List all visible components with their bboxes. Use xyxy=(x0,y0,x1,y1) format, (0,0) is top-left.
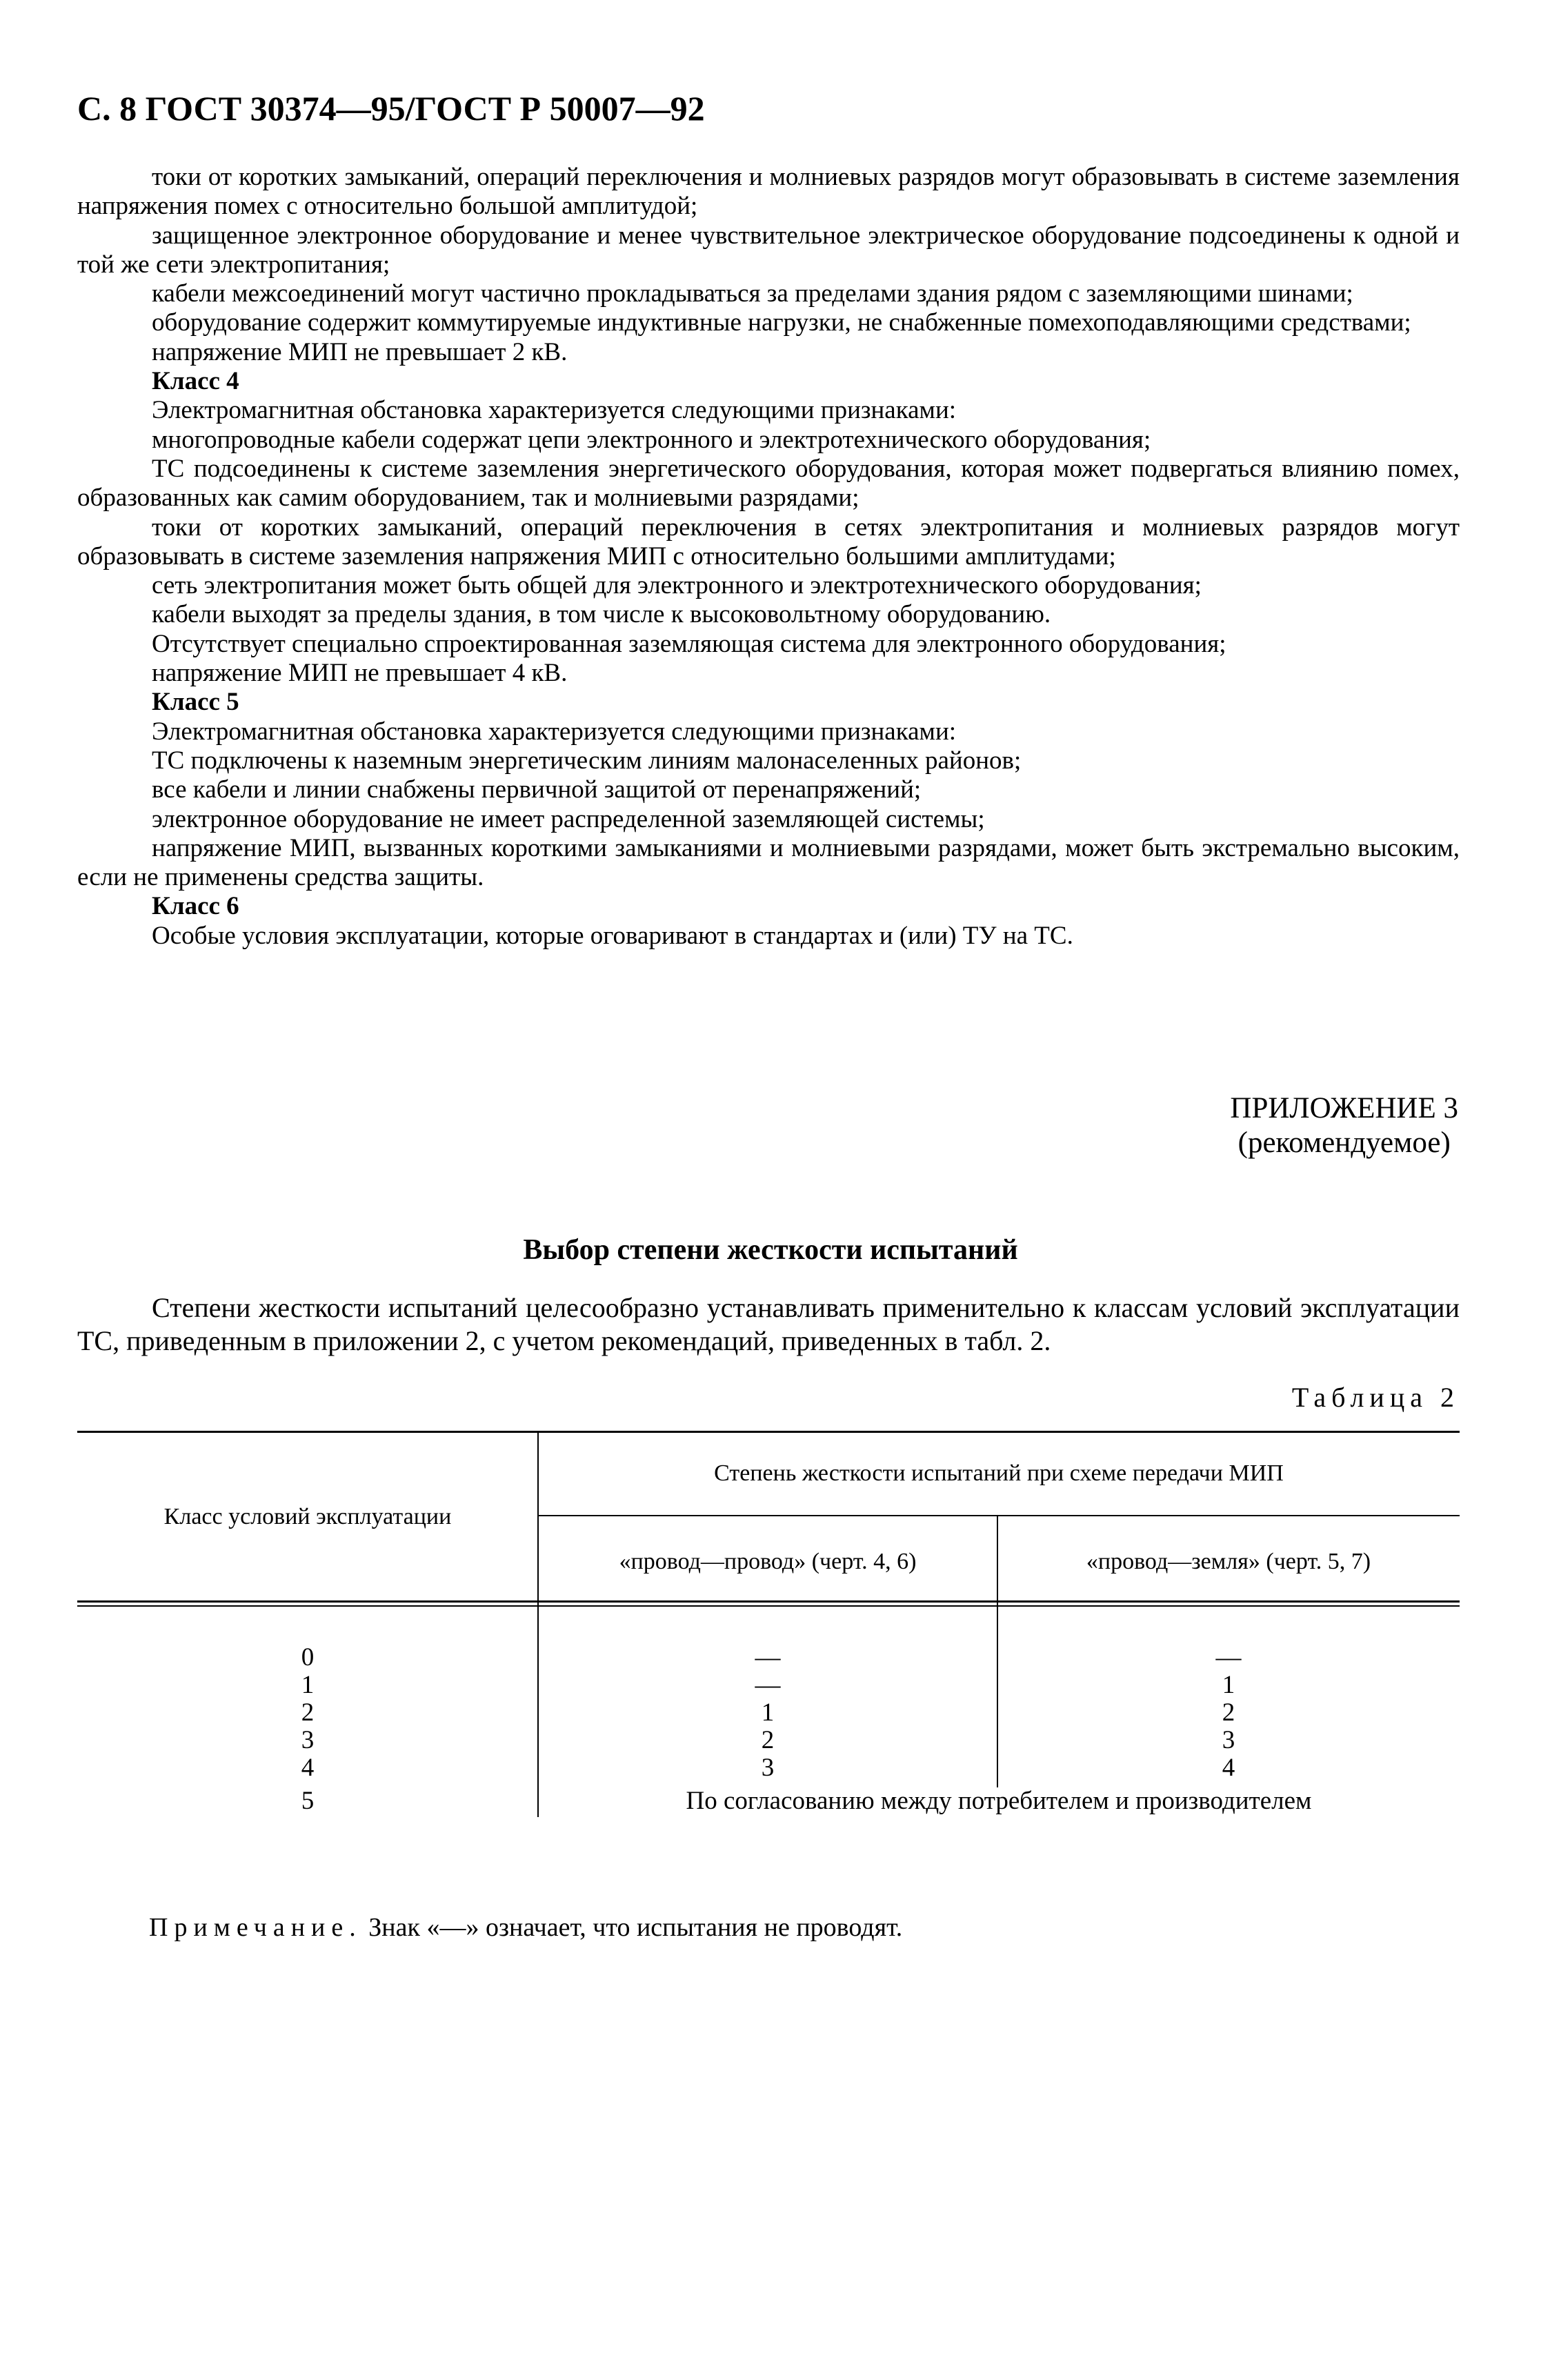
table-cell-class: 5 xyxy=(301,1787,315,1815)
paragraph: кабели межсоединений могут частично прокладываться за пределами здания рядом с заземляющими шинами; xyxy=(152,279,1353,308)
paragraph: Отсутствует специально спроектированная заземляющая система для электронного оборудования; xyxy=(152,629,1226,658)
paragraph: напряжение МИП не превышает 4 кВ. xyxy=(152,659,568,688)
table-cell-wire-wire: 2 xyxy=(761,1726,775,1754)
table-cell-merged: По согласованию между потребителем и производителем xyxy=(686,1787,1312,1815)
table-cell-class: 1 xyxy=(301,1671,315,1699)
table-subheader-rule xyxy=(538,1515,1460,1516)
paragraph: электронное оборудование не имеет распределенной заземляющей системы; xyxy=(152,804,985,833)
paragraph: ТС подключены к наземным энергетическим линиям малонаселенных районов; xyxy=(152,746,1022,775)
table-cell-wire-wire: 3 xyxy=(761,1754,775,1782)
table-cell-wire-ground: 3 xyxy=(1222,1726,1235,1754)
paragraph: Особые условия эксплуатации, которые оговаривают в стандартах и (или) ТУ на ТС. xyxy=(152,921,1073,950)
table-note xyxy=(149,1912,902,1943)
note-label: Примечание. xyxy=(149,1913,362,1942)
table-label: Таблица 2 xyxy=(1291,1382,1460,1413)
table-cell-class: 0 xyxy=(301,1643,315,1672)
paragraph: кабели выходят за пределы здания, в том числе к высоковольтному оборудованию. xyxy=(152,600,1051,629)
section-title: Выбор степени жесткости испытаний xyxy=(523,1234,1018,1266)
table-header-wire-wire: «провод—провод» (черт. 4, 6) xyxy=(619,1549,917,1574)
table-cell-wire-wire: — xyxy=(755,1671,781,1699)
appendix-heading xyxy=(1230,1091,1458,1160)
table-cell-wire-wire: — xyxy=(755,1643,781,1672)
table-cell-class: 3 xyxy=(301,1726,315,1754)
paragraph: токи от коротких замыканий, операций переключения в сетях электропитания и молниевых разрядов могут образовывать в системе заземления напряжения МИП с относительно большими амплитудами; xyxy=(77,513,1460,571)
note-text: Знак «—» означает, что испытания не проводят. xyxy=(368,1913,903,1942)
paragraph: защищенное электронное оборудование и менее чувствительное электрическое оборудование подсоединены к одной и той же сети электропитания; xyxy=(77,221,1460,279)
class-heading-5: Класс 5 xyxy=(152,688,239,717)
paragraph: все кабели и линии снабжены первичной защитой от перенапряжений; xyxy=(152,775,922,804)
paragraph: Электромагнитная обстановка характеризуется следующими признаками: xyxy=(152,396,957,425)
paragraph: Электромагнитная обстановка характеризуется следующими признаками: xyxy=(152,717,957,746)
paragraph: токи от коротких замыканий, операций переключения и молниевых разрядов могут образовывать в системе заземления напряжения помех с относительно большой амплитудой; xyxy=(77,163,1460,221)
appendix-title: ПРИЛОЖЕНИЕ 3 xyxy=(1230,1092,1458,1124)
paragraph: многопроводные кабели содержат цепи электронного и электротехнического оборудования; xyxy=(152,425,1151,454)
table-top-rule xyxy=(77,1431,1460,1433)
table-header-bottom-rule-2 xyxy=(77,1605,1460,1607)
paragraph: ТС подсоединены к системе заземления энергетического оборудования, которая может подвергаться влиянию помех, образованных как самим оборудованием, так и молниевыми разрядами; xyxy=(77,454,1460,513)
paragraph: напряжение МИП, вызванных короткими замыканиями и молниевыми разрядами, может быть экстремально высоким, если не применены средства защиты. xyxy=(77,833,1460,892)
body-text xyxy=(77,163,1460,951)
table-header-class: Класс условий эксплуатации xyxy=(163,1504,452,1529)
page-header: С. 8 ГОСТ 30374—95/ГОСТ Р 50007—92 xyxy=(77,89,705,128)
paragraph: напряжение МИП не превышает 2 кВ. xyxy=(152,337,568,366)
paragraph: сеть электропитания может быть общей для электронного и электротехнического оборудования; xyxy=(152,571,1202,600)
table-cell-wire-ground: — xyxy=(1215,1643,1242,1672)
table-cell-wire-ground: 2 xyxy=(1222,1698,1235,1727)
table-cell-wire-ground: 1 xyxy=(1222,1671,1235,1699)
table-cell-wire-wire: 1 xyxy=(761,1698,775,1727)
table-cell-class: 4 xyxy=(301,1754,315,1782)
table-cell-class: 2 xyxy=(301,1698,315,1727)
class-heading-4: Класс 4 xyxy=(152,367,239,396)
table-header-bottom-rule xyxy=(77,1600,1460,1603)
table-header-group: Степень жесткости испытаний при схеме передачи МИП xyxy=(714,1460,1284,1486)
paragraph: оборудование содержит коммутируемые индуктивные нагрузки, не снабженные помехоподавляющими средствами; xyxy=(152,308,1411,337)
appendix-subtitle: (рекомендуемое) xyxy=(1237,1127,1451,1159)
intro-paragraph: Степени жесткости испытаний целесообразно устанавливать применительно к классам условий эксплуатации ТС, приведенным в приложении 2, с учетом рекомендаций, приведенных в табл. 2. xyxy=(77,1292,1460,1356)
table-header-wire-ground: «провод—земля» (черт. 5, 7) xyxy=(1086,1549,1371,1574)
table-cell-wire-ground: 4 xyxy=(1222,1754,1235,1782)
class-heading-6: Класс 6 xyxy=(152,892,239,921)
